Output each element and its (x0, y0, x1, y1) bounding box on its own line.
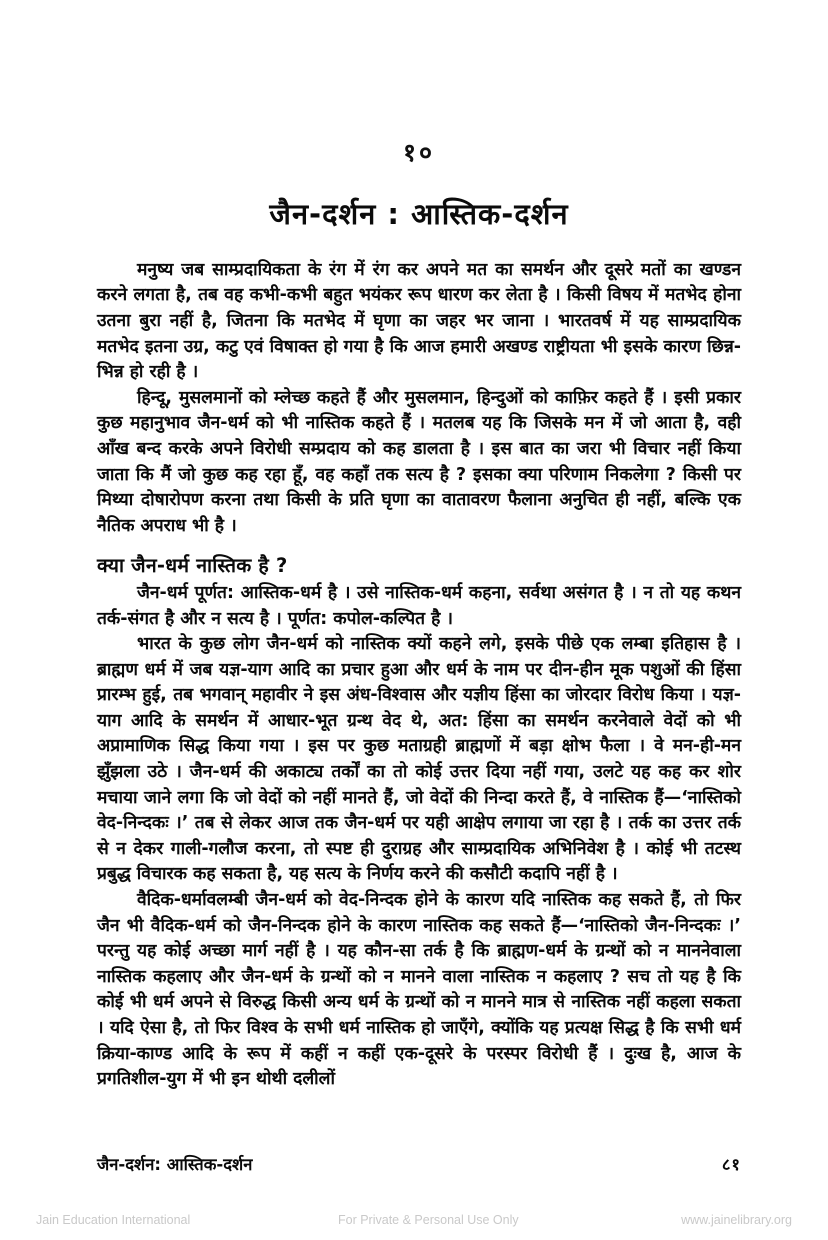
paragraph-1: मनुष्य जब साम्प्रदायिकता के रंग में रंग कर अपने मत का समर्थन और दूसरे मतों का खण्डन करने लगता है, तब वह कभी-कभी बहुत भयंकर रूप धारण कर लेता है । किसी विषय में मतभेद होना उतना बुरा नहीं है, जितना कि मतभेद में घृणा का जहर भर जाना । भारतवर्ष में यह साम्प्रदायिक मतभेद इतना उग्र, कटु एवं विषाक्त हो गया है कि आज हमारी अखण्ड राष्ट्रीयता भी इसके कारण छिन्न-भिन्न हो रही है । (97, 259, 741, 383)
running-footer (97, 1152, 741, 1175)
body-text (97, 258, 741, 1093)
chapter-number: १० (402, 138, 435, 167)
page-title: जैन-दर्शन : आस्तिक-दर्शन (269, 197, 569, 231)
paragraph-5-part-a: वैदिक-धर्मावलम्बी जैन-धर्म को वेद-निन्दक होने के कारण यदि नास्तिक कह सकते हैं, तो फिर जैन भी वैदिक-धर्म को जैन-निन्दक होने के कारण नास्तिक कह सकते हैं— (97, 890, 741, 936)
page-content (97, 0, 741, 1093)
paragraph-3: जैन-धर्म पूर्णत: आस्तिक-धर्म है । उसे नास्तिक-धर्म कहना, सर्वथा असंगत है । न तो यह कथन तर्क-संगत है और न सत्य है । पूर्णत: कपोल-कल्पित है । (97, 582, 741, 629)
paragraph-5 (97, 888, 741, 1093)
paragraph-5-part-b: परन्तु यह कोई अच्छा मार्ग नहीं है । यह कौन-सा तर्क है कि ब्राह्मण-धर्म के ग्रन्थों को न माननेवाला नास्तिक कहलाए और जैन-धर्म के ग्रन्थों को न मानने वाला नास्तिक न कहलाए ? सच तो यह है कि कोई भी धर्म अपने से विरुद्ध किसी अन्य धर्म के ग्रन्थों को न मानने मात्र से नास्तिक नहीं कहला सकता । यदि ऐसा है, तो फिर विश्व के सभी धर्म नास्तिक हो जाएँगे, क्योंकि यह प्रत्यक्ष सिद्ध है कि सभी धर्म क्रिया-काण्ड आदि के रूप में कहीं न कहीं एक-दूसरे के परस्पर विरोधी हैं । दुःख है, आज के प्रगतिशील-युग में भी इन थोथी दलीलों (97, 941, 741, 1090)
library-website-url[interactable]: www.jainelibrary.org (681, 1212, 792, 1227)
library-credit-left: Jain Education International (36, 1212, 191, 1227)
sanskrit-quote-jaina-nindaka: ‘नास्तिको जैन-निन्दकः ।’ (578, 915, 741, 936)
paragraph-2: हिन्दू, मुसलमानों को म्लेच्छ कहते हैं और मुसलमान, हिन्दुओं को काफ़िर कहते हैं । इसी प्रकार कुछ महानुभाव जैन-धर्म को भी नास्तिक कहते हैं । मतलब यह कि जिसके मन में जो आता है, वही आँख बन्द करके अपने विरोधी सम्प्रदाय को कह डालता है । इस बात का जरा भी विचार नहीं किया जाता कि मैं जो कुछ कह रहा हूँ, वह कहाँ तक सत्य है ? इसका क्या परिणाम निकलेगा ? किसी पर मिथ्या दोषारोपण करना तथा किसी के प्रति घृणा का वातावरण फैलाना अनुचित ही नहीं, बल्कि एक नैतिक अपराध भी है । (97, 387, 741, 536)
sanskrit-quote-veda-nindaka: ‘नास्तिको वेद-निन्दकः ।’ (97, 787, 741, 834)
page-number: ८१ (721, 1155, 741, 1174)
paragraph-4-part-b: तब से लेकर आज तक जैन-धर्म पर यही आक्षेप लगाया जा रहा है । तर्क का उत्तर तर्क से न देकर गाली-गलौज करना, तो स्पष्ट ही दुराग्रह और साम्प्रदायिक अभिनिवेश है । कोई भी तटस्थ प्रबुद्ध विचारक कह सकता है, यह सत्य के निर्णय करने की कसौटी कदापि नहीं है । (97, 813, 741, 885)
paragraph-4 (97, 632, 741, 888)
library-usage-notice: For Private & Personal Use Only (338, 1212, 519, 1227)
library-watermark-bar (0, 1199, 828, 1240)
running-head-title: जैन-दर्शन: आस्तिक-दर्शन (97, 1155, 253, 1174)
paragraph-4-part-a: भारत के कुछ लोग जैन-धर्म को नास्तिक क्यों कहने लगे, इसके पीछे एक लम्बा इतिहास है । ब्राह्मण धर्म में जब यज्ञ-याग आदि का प्रचार हुआ और धर्म के नाम पर दीन-हीन मूक पशुओं की हिंसा प्रारम्भ हुई, तब भगवान् महावीर ने इस अंध-विश्वास और यज्ञीय हिंसा का जोरदार विरोध किया । यज्ञ-याग आदि के समर्थन में आधार-भूत ग्रन्थ वेद थे, अत: हिंसा का समर्थन करनेवाले वेदों को भी अप्रामाणिक सिद्ध किया गया । इस पर कुछ मताग्रही ब्राह्मणों में बड़ा क्षोभ फैला । वे मन-ही-मन झुँझला उठे । जैन-धर्म की अकाट्य तर्कों का तो कोई उत्तर दिया नहीं गया, उलटे यह कह कर शोर मचाया जाने लगा कि जो वेदों को नहीं मानते हैं, जो वेदों की निन्दा करते हैं, वे नास्तिक हैं— (97, 634, 741, 808)
section-heading: क्या जैन-धर्म नास्तिक है ? (97, 554, 288, 578)
